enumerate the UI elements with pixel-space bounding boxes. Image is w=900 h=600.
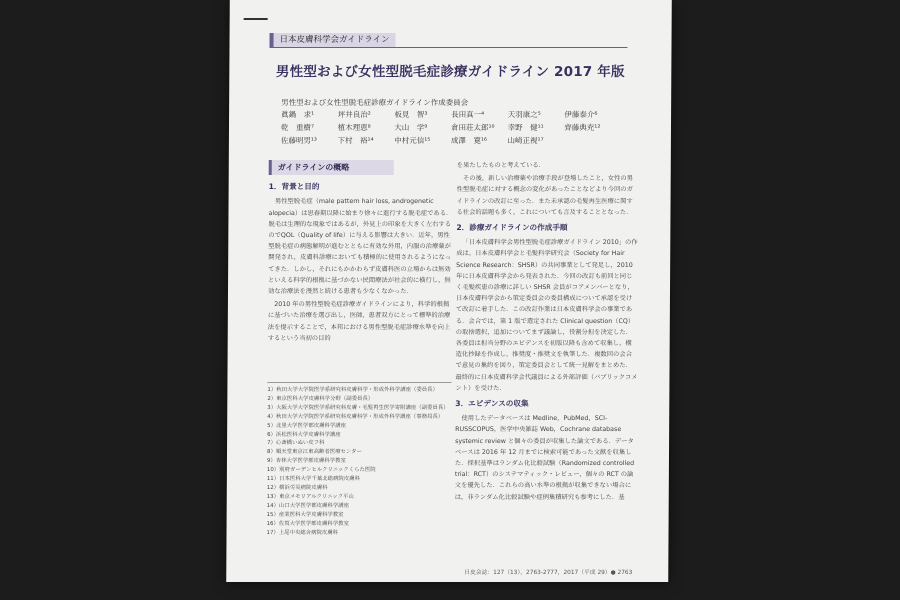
paragraph: 男性型脱毛症（male pattern hair loss, androgenetic alopecia）は思春期以降に始まり徐々に進行する脱毛症である．脱毛は生理的な現象ではあるが，外見上の印象を大きく左右するのでQOL（Quality of life）に与える影響は大きい．近年，男性型脱毛症の病態解明が進むとともに有効な外用，内服の治療薬が開発され，皮膚科診療においても積極的に使用されるようになってきた．しかし，それにもかかわらず皮膚科医の立場からは無効といえる科学的根拠に基づかない民間療法が社会的に横行し，無効な治療法を漫然と続ける患者も少なくなかった． — [267, 198, 453, 296]
subsection-heading: 3．エビデンスの収集 — [455, 399, 529, 409]
member: 乾 重樹⁷ — [280, 123, 315, 132]
right-column — [455, 160, 639, 505]
affiliation: 17）上尾中央総合病院皮膚科 — [266, 529, 339, 536]
paragraph: 使用したデータベースは Medline，PubMed，SCI-RUSSCOPUS，医学中央雑誌 Web，Cochrane database systemic review と個々の委員が収集した論文である．データベースは 2016 年 12 月までに検索可能であった文献を収集した．採択基準はランダム化比較試験（Randomized controlled trial：RCT）のシステマティック・レビュー，個々の RCT の論文を優先した．これらの高い水準の根拠が収集できない場合には，非ランダム化比較試験や症例集積研究も参考にした．基 — [454, 415, 635, 501]
member: 成澤 寛¹⁶ — [450, 136, 487, 145]
member: 天羽康之⁵ — [507, 110, 541, 119]
member: 長田真一⁴ — [451, 110, 485, 119]
affiliation: 10）別府ガーデンヒルクリニックくらた医院 — [266, 467, 376, 474]
member: 齊藤典充¹² — [564, 123, 601, 132]
member: 下村 裕¹⁴ — [337, 136, 374, 145]
section-heading: ガイドラインの概略 — [269, 160, 394, 175]
member: 山崎正視¹⁷ — [507, 136, 544, 145]
affiliation: 12）横浜労災病院皮膚科 — [266, 484, 328, 491]
member: 大山 学⁹ — [394, 123, 428, 132]
affiliation: 15）産業医科大学皮膚科学教室 — [266, 511, 344, 518]
member: 板見 智³ — [394, 110, 428, 119]
affiliations — [266, 382, 451, 537]
affiliation: 3）大阪大学大学院医学系研究科皮膚・毛髪再生医学寄附講座（副委員長） — [267, 404, 449, 411]
member: 眞鍋 求¹ — [281, 110, 315, 119]
subsection-heading: 1．背景と目的 — [268, 182, 320, 192]
affiliation: 7）心斎橋いぬい皮フ科 — [267, 440, 325, 447]
page-footer: 日皮会誌：127（13），2763-2777，2017（平成 29）● 2763 — [464, 570, 633, 576]
header-tag: 日本皮膚科学会ガイドライン — [269, 33, 395, 47]
member: 伊藤泰介⁶ — [564, 110, 598, 119]
left-column — [268, 160, 453, 346]
affiliation: 8）順天堂東京江東高齢者医療センター — [266, 449, 362, 456]
corner-mark — [244, 18, 268, 20]
paragraph: その後，新しい治療薬や治療手段が登場したこと，女性の男性型脱毛症に対する概念の変化があったことなどより今回のガイドラインの改訂に至った．また未承認の毛髪再生医療に関する社会的話題も多く，これについても言及することとなった． — [456, 175, 634, 216]
paragraph: を果たしたものと考えている． — [456, 162, 545, 169]
affiliation: 4）秋田大学大学院医学系研究科皮膚科学・形成外科学講座（事務局長） — [267, 413, 444, 420]
affiliation: 11）日本医科大学千葉北総病院皮膚科 — [266, 476, 360, 483]
member: 中村元信¹⁵ — [394, 136, 431, 145]
committee-members — [281, 109, 621, 146]
paragraph: 2010 年の男性型脱毛症診療ガイドラインにより，科学的根拠に基づいた治療を選び出し，医師，患者双方にとって標準的治療法を提示することで，本邦における男性型脱毛症診療水準を向上するという当初の目的 — [267, 301, 451, 342]
member: 倉田荘太郎¹⁰ — [450, 123, 495, 132]
affiliation: 1）秋田大学大学院医学系研究科皮膚科学・形成外科学講座（委員長） — [267, 387, 438, 393]
member: 植木理恵⁸ — [337, 123, 371, 132]
committee-title: 男性型および女性型脱毛症診療ガイドライン作成委員会 — [281, 98, 469, 107]
affiliation: 5）北里大学医学部皮膚科学講座 — [267, 422, 347, 429]
member: 幸野 健¹¹ — [507, 123, 544, 132]
header-band — [269, 33, 627, 48]
paragraph: 「日本皮膚科学会男性型脱毛症診療ガイドライン 2010」の作成は，日本皮膚科学会と毛髪科学研究会（Society for Hair Science Research：SHSR）の共同事業として発足し，2010 年に日本皮膚科学会から発表された．今回の改訂も前回と同じく毛髪疾患の診療に詳しい SHSR 会員がコアメンバーとなり，日本皮膚科学会から策定委員会の委員構成について承認を受けて改訂に着手した．この改訂作業は日本皮膚科学会の事業である．会合では，第 1 版で選定された Clinical question（CQ）の取捨選択，追加についてまず議論し，役割分担を決定した．各委員は担当分野のエビデンスを初版以降も含めて収集し，構造化抄録を作成し，推奨度・推奨文を執筆した．複数回の会合で意見の集約を図り，策定委員会として統一見解をまとめた．最終的に日本皮膚科学会代議員による外部評価（パブリックコメント）を受けた． — [455, 239, 638, 392]
affiliation: 2）東京医科大学皮膚科学分野（副委員長） — [267, 395, 374, 402]
page-title: 男性型および女性型脱毛症診療ガイドライン 2017 年版 — [275, 64, 625, 80]
subsection-heading: 2．診療ガイドラインの作成手順 — [456, 223, 568, 233]
affiliation: 14）山口大学医学部皮膚科学講座 — [266, 502, 350, 509]
affiliation: 16）佐賀大学医学部皮膚科学教室 — [266, 520, 349, 527]
affiliation: 6）浜松医科大学皮膚科学講座 — [267, 431, 341, 438]
document-page — [226, 0, 672, 582]
affiliation: 9）杏林大学医学部皮膚科学教室 — [266, 458, 346, 465]
member: 坪井良治² — [337, 110, 371, 119]
member: 佐藤明男¹³ — [280, 136, 317, 145]
affiliation: 13）東京メモリアルクリニック平山 — [266, 493, 354, 500]
